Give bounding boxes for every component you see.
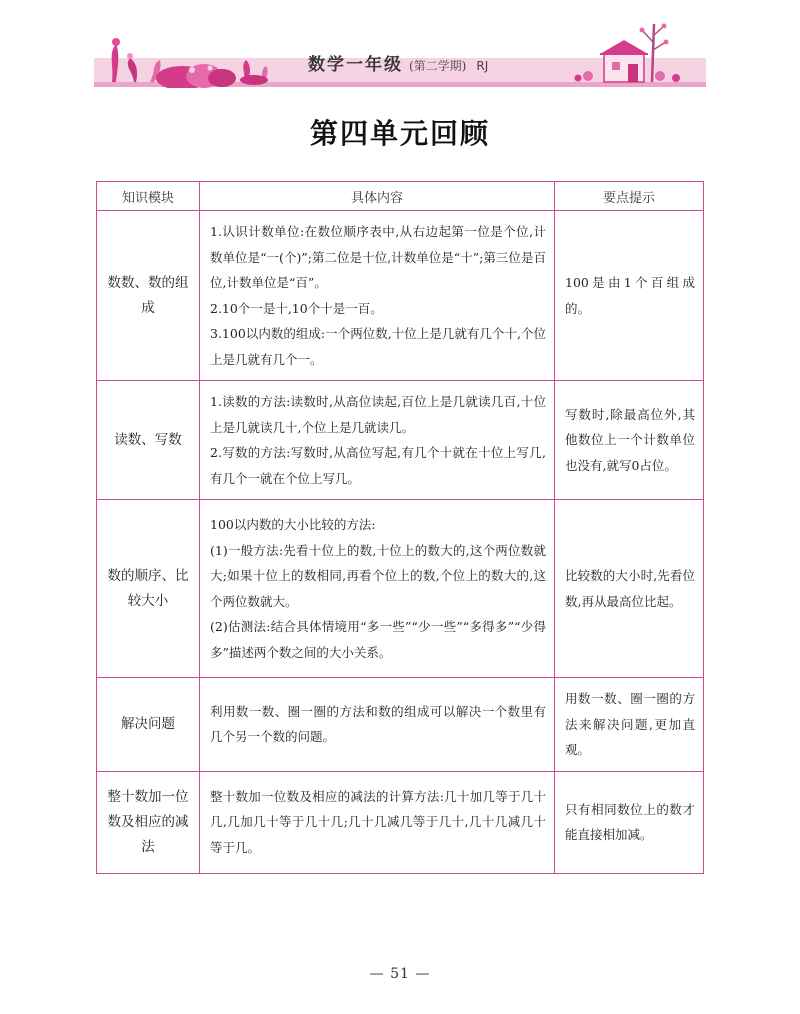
table-row: [97, 678, 704, 772]
content-line: 利用数一数、圈一圈的方法和数的组成可以解决一个数里有几个另一个数的问题。: [210, 703, 546, 745]
column-header-tip: 要点提示: [555, 182, 704, 211]
tip-cell: 写数时,除最高位外,其他数位上一个计数单位也没有,就写0占位。: [555, 381, 704, 500]
table-row: [97, 381, 704, 500]
tip-cell: 100是由1个百组成的。: [555, 211, 704, 381]
column-header-content: 具体内容: [200, 182, 555, 211]
page-number: — 51 —: [369, 966, 431, 982]
content-cell: [200, 678, 555, 772]
content-cell: [200, 211, 555, 381]
content-line: 整十数加一位数及相应的减法的计算方法:几十加几等于几十几,几加几十等于几十几;几十几减几等于几十,几十几减几十等于几。: [210, 788, 546, 855]
book-title: 数学一年级: [308, 55, 403, 75]
tip-cell: 只有相同数位上的数才能直接相加减。: [555, 771, 704, 873]
content-cell: [200, 500, 555, 678]
content-cell: [200, 771, 555, 873]
table-row: [97, 500, 704, 678]
content-line: 3.100以内数的组成:一个两位数,十位上是几就有几个十,个位上是几就有几个一。: [210, 326, 546, 367]
tip-cell: 比较数的大小时,先看位数,再从最高位比起。: [555, 500, 704, 678]
content-line: 1.认识计数单位:在数位顺序表中,从右边起第一位是个位,计数单位是“一(个)”;第二位是十位,计数单位是“十”;第三位是百位,计数单位是“百”。: [210, 224, 546, 290]
content-line: 100以内数的大小比较的方法:: [210, 517, 376, 532]
content-line: 1.读数的方法:读数时,从高位读起,百位上是几就读几百,十位上是几就读几十,个位上是几就读几。: [210, 394, 546, 435]
term-label: (第二学期): [409, 59, 467, 73]
content-line: 2.10个一是十,10个十是一百。: [210, 300, 383, 316]
module-cell: 解决问题: [97, 678, 200, 772]
module-cell: 读数、写数: [97, 381, 200, 500]
module-cell: 数的顺序、比较大小: [97, 500, 200, 678]
table-header-row: [97, 182, 704, 211]
module-cell: 数数、数的组成: [97, 211, 200, 381]
edition-label: RJ: [476, 59, 489, 73]
module-cell: 整十数加一位数及相应的减法: [97, 771, 200, 873]
table-row: [97, 771, 704, 873]
content-cell: [200, 381, 555, 500]
review-table: [96, 181, 704, 874]
header-banner: [94, 20, 706, 88]
content-line: 2.写数的方法:写数时,从高位写起,有几个十就在十位上写几,有几个一就在个位上写几。: [210, 445, 546, 486]
tip-cell: 用数一数、圈一圈的方法来解决问题,更加直观。: [555, 678, 704, 772]
content-line: (1)一般方法:先看十位上的数,十位上的数大的,这个两位数就大;如果十位上的数相同,再看个位上的数,个位上的数大的,这个两位数就大。: [210, 542, 546, 609]
table-row: [97, 211, 704, 381]
page-title: 第四单元回顾: [309, 117, 490, 150]
column-header-module: 知识模块: [97, 182, 200, 211]
header-title: [308, 50, 638, 74]
content-line: (2)估测法:结合具体情境用“多一些”“少一些”“多得多”“少得多”描述两个数之间的大小关系。: [210, 619, 546, 660]
